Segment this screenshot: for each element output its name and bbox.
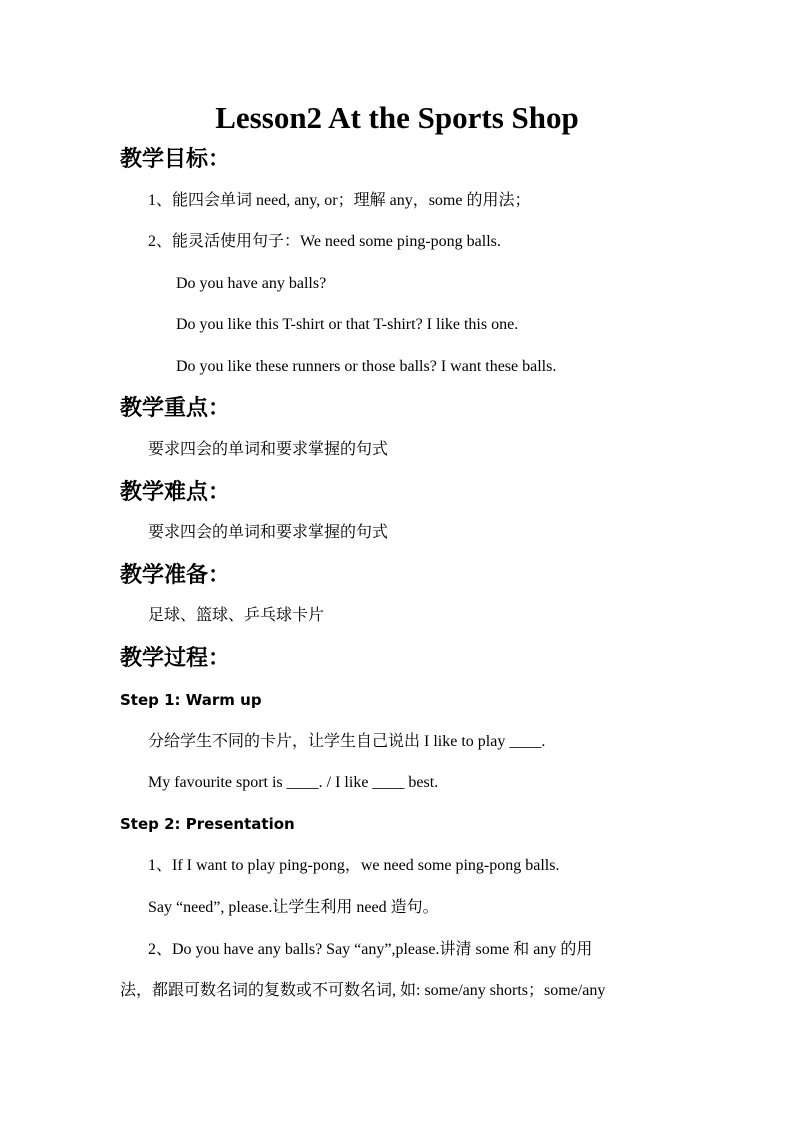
goal-line-3: Do you have any balls? [176, 275, 327, 292]
step-2-line-3: 2、Do you have any balls? Say “any”,please.讲清 some 和 any 的用 [148, 941, 593, 958]
step-2-line-1: 1、If I want to play ping-pong，we need some ping-pong balls. [148, 857, 560, 874]
step-2-line-4: 法，都跟可数名词的复数或不可数名词, 如: some/any shorts；some/any [120, 982, 606, 999]
document-title: Lesson2 At the Sports Shop [215, 100, 579, 135]
heading-key-points: 教学重点： [120, 396, 231, 421]
preparation-text: 足球、篮球、乒乓球卡片 [148, 607, 325, 624]
key-points-text: 要求四会的单词和要求掌握的句式 [148, 441, 389, 458]
step-2-line-2: Say “need”, please.让学生利用 need 造句。 [148, 899, 439, 916]
step-1-line-1: 分给学生不同的卡片，让学生自己说出 I like to play ____. [148, 733, 546, 750]
step-1-label: Step 1: Warm up [120, 691, 262, 709]
heading-preparation: 教学准备： [120, 563, 231, 588]
heading-difficulties: 教学难点： [120, 480, 231, 505]
goal-line-1: 1、能四会单词 need, any, or；理解 any，some 的用法； [148, 192, 531, 209]
difficulties-text: 要求四会的单词和要求掌握的句式 [148, 524, 389, 541]
step-1-line-2: My favourite sport is ____. / I like ____ best. [148, 774, 439, 791]
goal-line-4: Do you like this T-shirt or that T-shirt? I like this one. [176, 316, 519, 333]
step-2-label: Step 2: Presentation [120, 815, 295, 833]
heading-teaching-goals: 教学目标： [120, 147, 231, 172]
heading-process: 教学过程： [120, 646, 231, 671]
goal-line-5: Do you like these runners or those balls? I want these balls. [176, 358, 557, 375]
goal-line-2: 2、能灵活使用句子：We need some ping-pong balls. [148, 233, 501, 250]
